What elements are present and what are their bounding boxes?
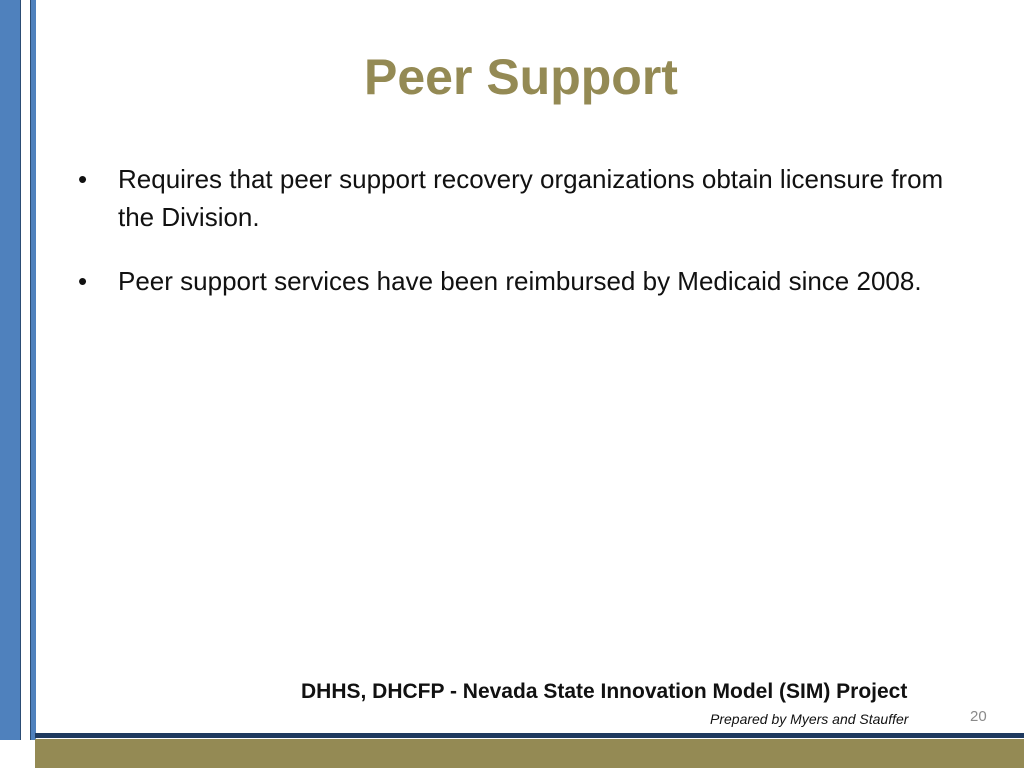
bottom-accent-line xyxy=(35,733,1024,738)
left-accent-line xyxy=(30,0,36,740)
bullet-text: Requires that peer support recovery organizations obtain licensure from the Division. xyxy=(118,164,944,232)
footer-project-title: DHHS, DHCFP - Nevada State Innovation Model (SIM) Project xyxy=(301,680,908,703)
page-number: 20 xyxy=(970,708,987,725)
bullet-item xyxy=(78,160,978,236)
footer-prepared-by: Prepared by Myers and Stauffer xyxy=(710,711,909,727)
slide-title: Peer Support xyxy=(364,49,678,105)
bullet-item xyxy=(78,262,978,300)
bullet-list xyxy=(78,160,978,326)
bottom-accent-bar xyxy=(35,739,1024,768)
bullet-text: Peer support services have been reimbursed by Medicaid since 2008. xyxy=(118,266,922,296)
left-accent-bar xyxy=(0,0,21,740)
bullet-icon: • xyxy=(78,164,88,194)
bullet-icon: • xyxy=(78,266,88,296)
